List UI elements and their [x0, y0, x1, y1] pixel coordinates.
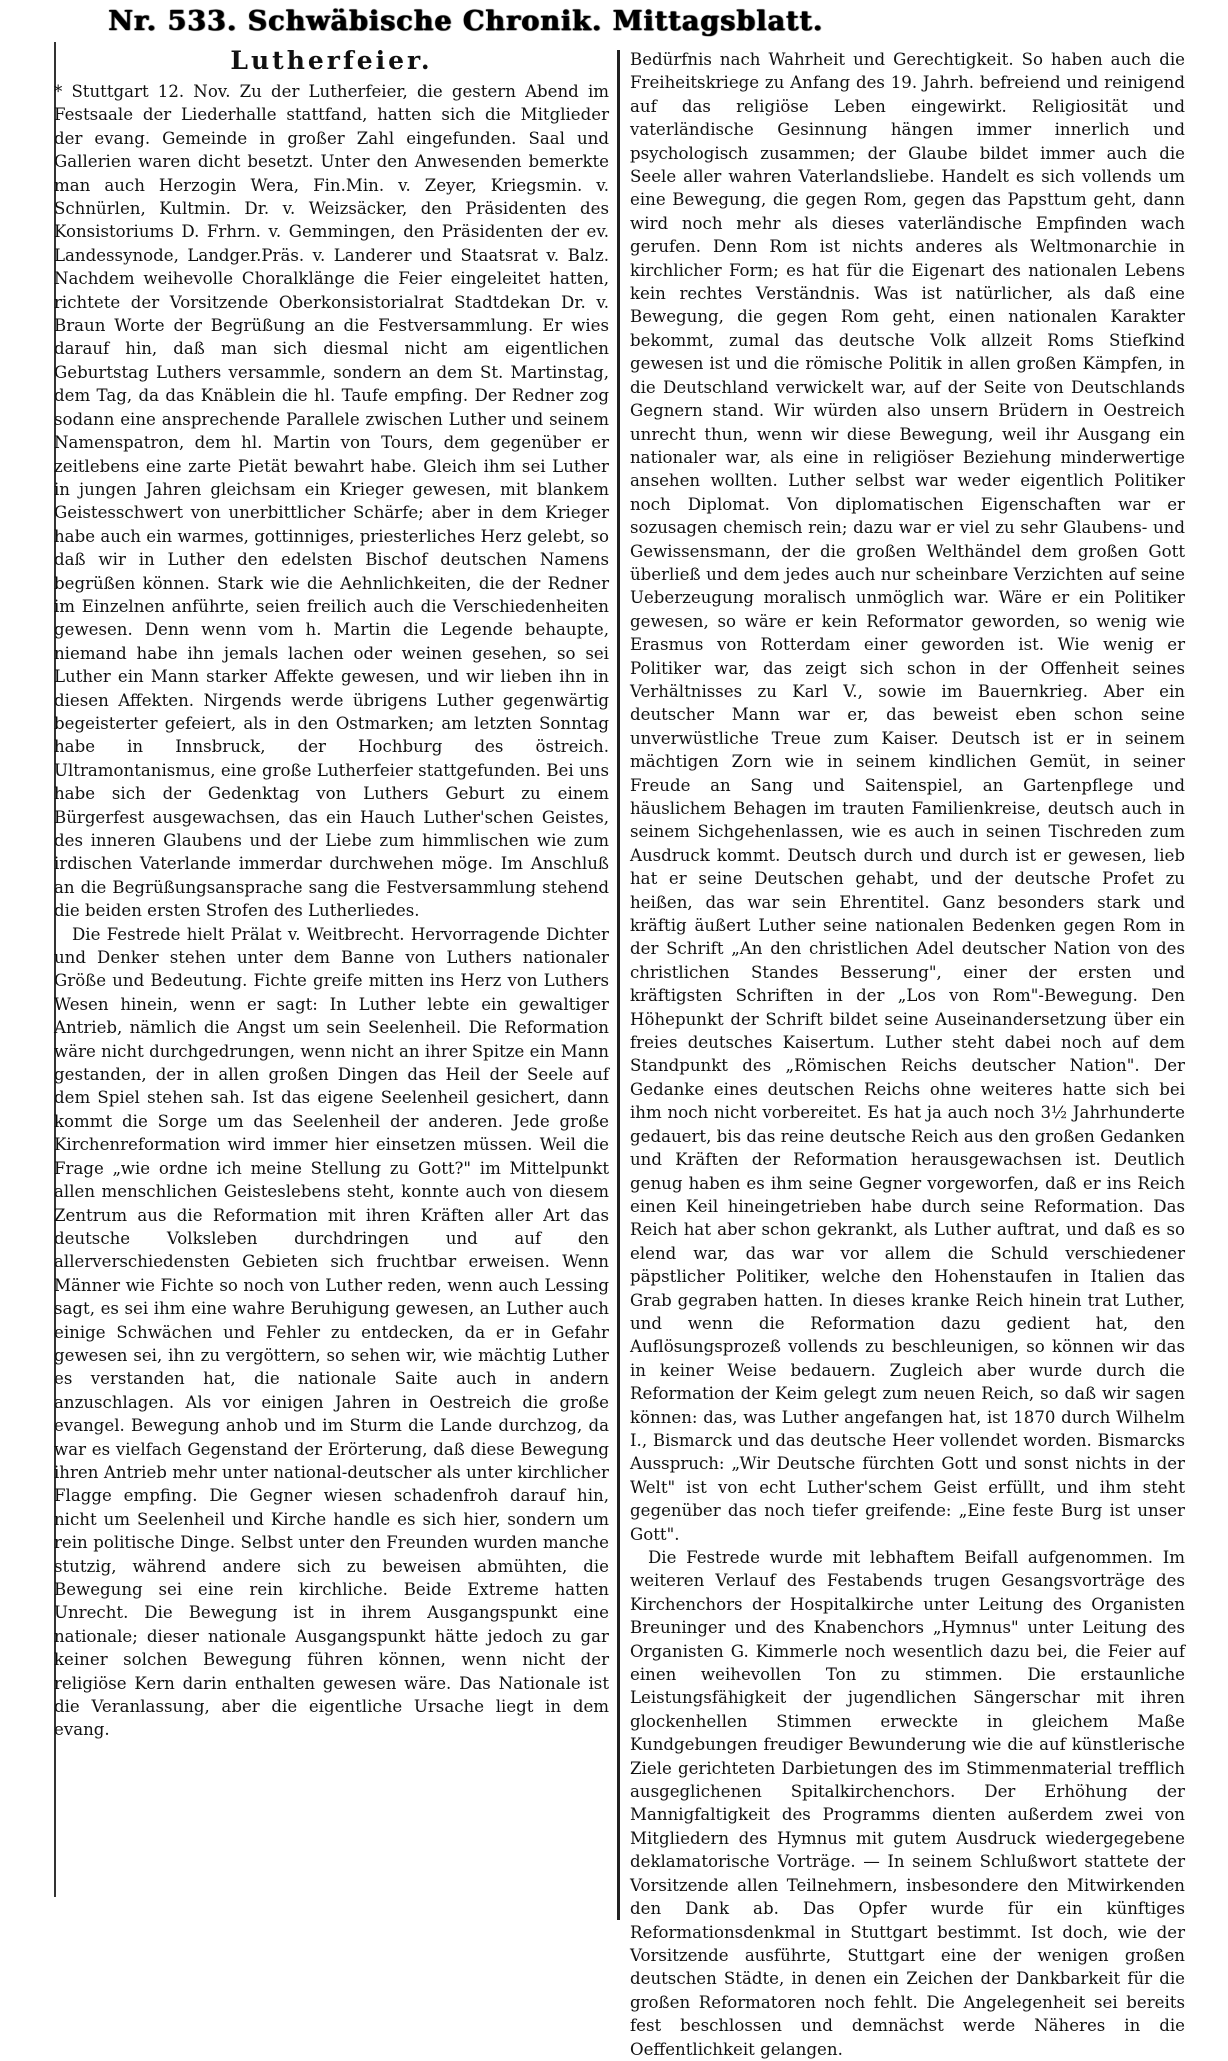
- masthead: Nr. 533. Schwäbische Chronik. Mittagsblatt.: [108, 6, 824, 37]
- left-column: [54, 44, 609, 1904]
- column-divider: [617, 50, 620, 1920]
- article-paragraph: Die Festrede wurde mit lebhaftem Beifall aufgenommen. Im weiteren Verlauf des Festabends trugen Gesangsvorträge des Kirchenchors der Hospitalkirche unter Leitung des Organisten Breuninger und des Knabenchors „Hymnus" unter Leitung des Organisten G. Kimmerle noch wesentlich dazu bei, die Feier auf einen weihevollen Ton zu stimmen. Die erstaunliche Leistungsfähigkeit der jugendlichen Sängerschar mit ihren glockenhellen Stimmen erweckte in gleichem Maße Kundgebungen freudiger Bewunderung wie die auf künstlerische Ziele gerichteten Darbietungen des im Stimmenmaterial trefflich ausgeglichenen Spitalkirchenchors. Der Erhöhung der Mannigfaltigkeit des Programms dienten außerdem zwei von Mitgliedern des Hymnus mit gutem Ausdruck wiedergegebene deklamatorische Vorträge. — In seinem Schlußwort stattete der Vorsitzende allen Teilnehmern, insbesondere den Mitwirkenden den Dank ab. Das Opfer wurde für ein künftiges Reformationsdenkmal in Stuttgart bestimmt. Ist doch, wie der Vorsitzende ausführte, Stuttgart eine der wenigen großen deutschen Städte, in denen ein Zeichen der Dankbarkeit für die großen Reformatoren noch fehlt. Die Angelegenheit sei bereits fest beschlossen und demnächst werde Näheres in die Oeffentlichkeit gelangen.: [630, 1548, 1185, 2059]
- right-column: [630, 48, 1185, 2059]
- article-headline: Lutherfeier.: [230, 46, 433, 75]
- article-paragraph: Die Festrede hielt Prälat v. Weitbrecht. Hervorragende Dichter und Denker stehen unter dem Banne von Luthers nationaler Größe und Bedeutung. Fichte greife mitten ins Herz von Luthers Wesen hinein, wenn er sagt: In Luther lebte ein gewaltiger Antrieb, nämlich die Angst um sein Seelenheil. Die Reformation wäre nicht durchgedrungen, wenn nicht an ihrer Spitze ein Mann gestanden, der in allen großen Dingen das Heil der Seele auf dem Spiel stehen sah. Ist das eigene Seelenheil gesichert, dann kommt die Sorge um das Seelenheil der anderen. Jede große Kirchenreformation wird immer hier einsetzen müssen. Weil die Frage „wie ordne ich meine Stellung zu Gott?" im Mittelpunkt allen menschlichen Geisteslebens steht, konnte auch von diesem Zentrum aus die Reformation mit ihren Kräften aller Art das deutsche Volksleben durchdringen und auf den allerverschiedensten Gebieten sich fruchtbar erweisen. Wenn Männer wie Fichte so noch von Luther reden, wenn auch Lessing sagt, es sei ihm eine wahre Beruhigung gewesen, an Luther auch einige Schwächen und Fehler zu entdecken, da er in Gefahr gewesen sei, ihn zu vergöttern, so sehen wir, wie mächtig Luther es verstanden hat, die nationale Saite auch in andern anzuschlagen. Als vor einigen Jahren in Oestreich die große evangel. Bewegung anhob und im Sturm die Lande durchzog, da war es vielfach Gegenstand der Erörterung, daß diese Bewegung ihren Antrieb mehr unter national-deutscher als unter kirchlicher Flagge empfing. Die Gegner wiesen schadenfroh darauf hin, nicht um Seelenheil und Kirche handle es sich hier, sondern um rein politische Dinge. Selbst unter den Freunden wurden manche stutzig, während andere sich zu beweisen abmühten, die Bewegung sei eine rein kirchliche. Beide Extreme hatten Unrecht. Die Bewegung ist in ihrem Ausgangspunkt eine nationale; dieser nationale Ausgangspunkt hätte jedoch zu gar keiner solchen Bewegung führen können, wenn nicht der religiöse Kern darin enthalten gewesen wäre. Das Nationale ist die Veranlassung, aber die eigentliche Ursache liegt in dem evang.: [54, 924, 609, 1740]
- article-paragraph: Bedürfnis nach Wahrheit und Gerechtigkeit. So haben auch die Freiheitskriege zu Anfang des 19. Jahrh. befreiend und reinigend auf das religiöse Leben eingewirkt. Religiosität und vaterländische Gesinnung hängen immer innerlich und psychologisch zusammen; der Glaube bildet immer auch die Seele aller wahren Vaterlandsliebe. Handelt es sich vollends um eine Bewegung, die gegen Rom, gegen das Papsttum geht, dann wird noch mehr als dieses vaterländische Empfinden wach gerufen. Denn Rom ist nichts anderes als Weltmonarchie in kirchlicher Form; es hat für die Eigenart des nationalen Lebens kein rechtes Verständnis. Was ist natürlicher, als daß eine Bewegung, die gegen Rom geht, einen nationalen Karakter bekommt, zumal das deutsche Volk allzeit Roms Stiefkind gewesen ist und die römische Politik in allen großen Kämpfen, in die Deutschland verwickelt war, auf der Seite von Deutschlands Gegnern stand. Wir würden also unsern Brüdern in Oestreich unrecht thun, wenn wir diese Bewegung, weil ihr Ausgang ein nationaler war, als eine in religiöser Beziehung minderwertige ansehen wollten. Luther selbst war weder eigentlich Politiker noch Diplomat. Von diplomatischen Eigenschaften war er sozusagen chemisch rein; dazu war er viel zu sehr Glaubens- und Gewissensmann, der die großen Welthändel dem großen Gott überließ und dem jedes auch nur scheinbare Verzichten auf seine Ueberzeugung moralisch unmöglich war. Wäre er ein Politiker gewesen, so wäre er kein Reformator geworden, so wenig wie Erasmus von Rotterdam einer geworden ist. Wie wenig er Politiker war, das zeigt sich schon in der Offenheit seines Verhältnisses zu Karl V., sowie im Bauernkrieg. Aber ein deutscher Mann war er, das beweist eben schon seine unverwüstliche Treue zum Kaiser. Deutsch ist er in seinem mächtigen Zorn wie in seinem kindlichen Gemüt, in seiner Freude an Sang und Saitenspiel, an Gartenpflege und häuslichem Behagen im trauten Familienkreise, deutsch auch in seinem Sichgehenlassen, wie es auch in seinen Tischreden zum Ausdruck kommt. Deutsch durch und durch ist er gewesen, lieb hat er seine Deutschen gehabt, und der deutsche Profet zu heißen, das war sein Ehrentitel. Ganz besonders stark und kräftig äußert Luther seine nationalen Bedenken gegen Rom in der Schrift „An den christlichen Adel deutscher Nation von des christlichen Standes Besserung", einer der ersten und kräftigsten Schriften in der „Los von Rom"-Bewegung. Den Höhepunkt der Schrift bildet seine Auseinandersetzung über ein freies deutsches Kaisertum. Luther steht dabei noch auf dem Standpunkt des „Römischen Reichs deutscher Nation". Der Gedanke eines deutschen Reichs ohne weiteres hatte sich bei ihm noch nicht vorbereitet. Es hat ja auch noch 3½ Jahrhunderte gedauert, bis das reine deutsche Reich aus den großen Gedanken und Kräften der Reformation herausgewachsen ist. Deutlich genug haben es ihm seine Gegner vorgeworfen, daß er ins Reich einen Keil hineingetrieben habe durch seine Reformation. Das Reich hat aber schon gekrankt, als Luther auftrat, und daß es so elend war, das war vor allem die Schuld verschiedener päpstlicher Politiker, welche den Hohenstaufen in Italien das Grab gegraben hatten. In dieses kranke Reich hinein trat Luther, und wenn die Reformation dazu gedient hat, den Auflösungsprozeß vollends zu beschleunigen, so können wir das in keiner Weise bedauern. Zugleich aber wurde durch die Reformation der Keim gelegt zum neuen Reich, so daß wir sagen können: das, was Luther angefangen hat, ist 1870 durch Wilhelm I., Bismarck und das deutsche Heer vollendet worden. Bismarcks Ausspruch: „Wir Deutsche fürchten Gott und sonst nichts in der Welt" ist von echt Luther'schem Geist erfüllt, und ihm steht gegenüber das noch tiefer greifende: „Eine feste Burg ist unser Gott".: [630, 50, 1185, 1544]
- article-paragraph: * Stuttgart 12. Nov. Zu der Lutherfeier, die gestern Abend im Festsaale der Liederhalle stattfand, hatten sich die Mitglieder der evang. Gemeinde in großer Zahl eingefunden. Saal und Gallerien waren dicht besetzt. Unter den Anwesenden bemerkte man auch Herzogin Wera, Fin.Min. v. Zeyer, Kriegsmin. v. Schnürlen, Kultmin. Dr. v. Weizsäcker, den Präsidenten des Konsistoriums D. Frhrn. v. Gemmingen, den Präsidenten der ev. Landessynode, Landger.Präs. v. Landerer und Staatsrat v. Balz. Nachdem weihevolle Choralklänge die Feier eingeleitet hatten, richtete der Vorsitzende Oberkonsistorialrat Stadtdekan Dr. v. Braun Worte der Begrüßung an die Festversammlung. Er wies darauf hin, daß man sich diesmal nicht am eigentlichen Geburtstag Luthers versammle, sondern an dem St. Martinstag, dem Tag, da das Knäblein die hl. Taufe empfing. Der Redner zog sodann eine ansprechende Parallele zwischen Luther und seinem Namenspatron, dem hl. Martin von Tours, dem gegenüber er zeitlebens eine zarte Pietät bewahrt habe. Gleich ihm sei Luther in jungen Jahren gleichsam ein Krieger gewesen, mit blankem Geistesschwert von unerbittlicher Schärfe; aber in dem Krieger habe auch ein warmes, gottinniges, priesterliches Herz gelebt, so daß wir in Luther den edelsten Bischof deutschen Namens begrüßen können. Stark wie die Aehnlichkeiten, die der Redner im Einzelnen anführte, seien freilich auch die Verschiedenheiten gewesen. Denn wenn vom h. Martin die Legende behaupte, niemand habe ihn jemals lachen oder weinen gesehen, so sei Luther ein Mann starker Affekte gewesen, und wir lieben ihn in diesen Affekten. Nirgends werde übrigens Luther gegenwärtig begeisterter gefeiert, als in den Ostmarken; am letzten Sonntag habe in Innsbruck, der Hochburg des östreich. Ultramontanismus, eine große Lutherfeier stattgefunden. Bei uns habe sich der Gedenktag von Luthers Geburt zu einem Bürgerfest ausgewachsen, das ein Hauch Luther'schen Geistes, des inneren Glaubens und der Liebe zum himmlischen wie zum irdischen Vaterlande immerdar durchwehen möge. Im Anschluß an die Begrüßungsansprache sang die Festversammlung stehend die beiden ersten Strofen des Lutherliedes.: [54, 82, 609, 921]
